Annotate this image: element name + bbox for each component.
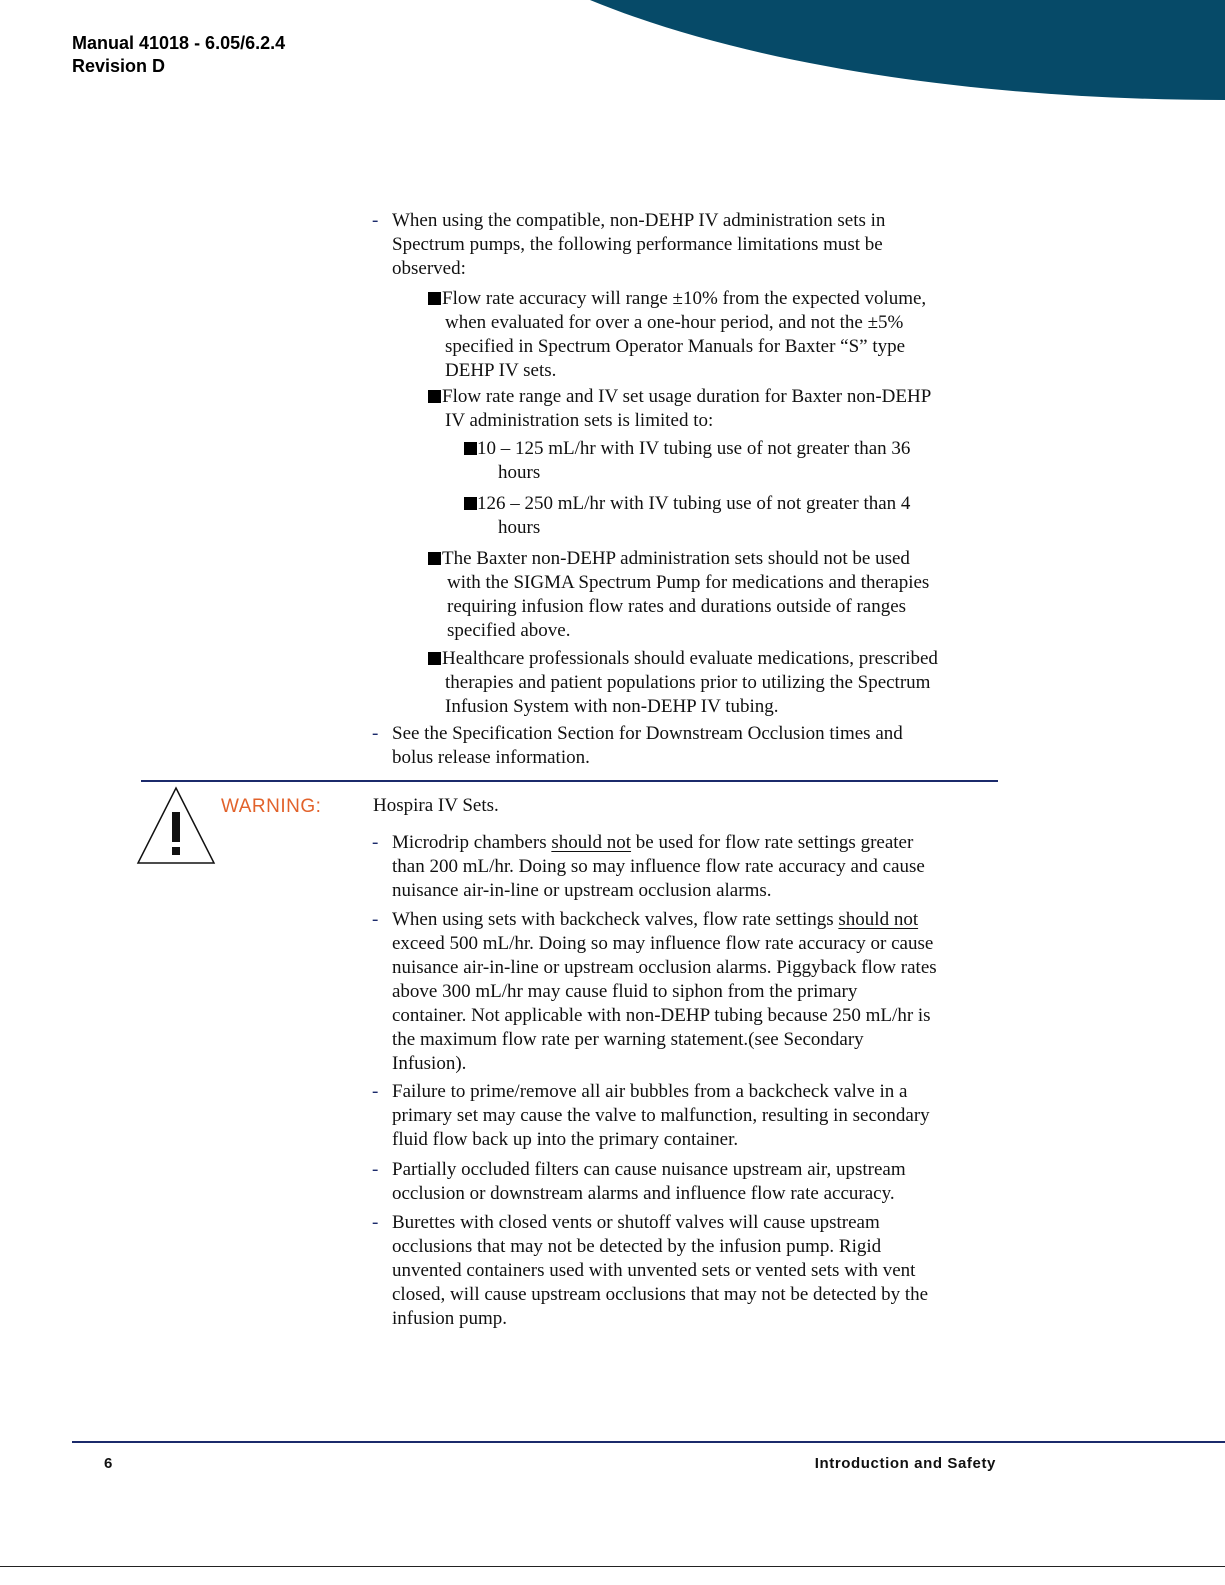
sub-bullet-square: [464, 442, 477, 455]
dash-marker: -: [372, 210, 379, 231]
text-line: occlusions that may not be detected by the infusion pump. Rigid: [392, 1236, 882, 1257]
range-10-125: [477, 437, 910, 485]
text-line: exceed 500 mL/hr. Doing so may influence flow rate accuracy or cause: [392, 933, 934, 954]
non-dehp-caution-bullet: [442, 547, 929, 643]
text-line: container. Not applicable with non-DEHP tubing because 250 mL/hr is: [392, 1005, 931, 1026]
text-line: closed, will cause upstream occlusions that may not be detected by the: [392, 1284, 929, 1305]
emphasis-should-not: should not: [838, 909, 919, 930]
text-line: infusion pump.: [392, 1308, 508, 1329]
text-line: specified in Spectrum Operator Manuals for Baxter “S” type: [445, 336, 906, 357]
compatibility-item: [392, 209, 885, 281]
bullet-square: [428, 652, 441, 665]
text-line: When using the compatible, non-DEHP IV administration sets in: [392, 210, 886, 231]
text-line: unvented containers used with unvented sets or vented sets with vent: [392, 1260, 916, 1281]
footer-rule: [72, 1441, 1225, 1443]
text-line: nuisance air-in-line or upstream occlusion alarms.: [392, 880, 772, 901]
text-line: nuisance air-in-line or upstream occlusion alarms. Piggyback flow rates: [392, 957, 937, 978]
air-bubble-warning: [392, 1080, 930, 1152]
text-line: Infusion System with non-DEHP IV tubing.: [445, 696, 779, 717]
burette-warning: [392, 1211, 928, 1331]
specification-reference-item: [392, 722, 903, 770]
text-line: than 200 mL/hr. Doing so may influence flow rate accuracy and cause: [392, 856, 925, 877]
sub-bullet-square: [464, 497, 477, 510]
section-divider: [141, 780, 998, 782]
emphasis-should-not: should not: [551, 832, 632, 853]
text-line: Partially occluded filters can cause nuisance upstream air, upstream: [392, 1159, 906, 1180]
text-line: Healthcare professionals should evaluate medications, prescribed: [442, 648, 938, 669]
text-line: 126 – 250 mL/hr with IV tubing use of not greater than 4: [477, 493, 911, 514]
text-line: the maximum flow rate per warning statement.(see Secondary: [392, 1029, 864, 1050]
dash-marker: -: [372, 723, 379, 744]
text-line: Flow rate range and IV set usage duration for Baxter non-DEHP: [442, 386, 932, 407]
text-line: fluid flow back up into the primary container.: [392, 1129, 739, 1150]
manual-number: Manual 41018 - 6.05/6.2.4: [72, 33, 286, 53]
dash-marker: -: [372, 1212, 379, 1233]
text-line: bolus release information.: [392, 747, 590, 768]
backcheck-valve-warning: [392, 908, 937, 1076]
bullet-square: [428, 292, 441, 305]
text-line: Spectrum pumps, the following performance limitations must be: [392, 234, 883, 255]
bullet-square: [428, 552, 441, 565]
text-line: occlusion or downstream alarms and influence flow rate accuracy.: [392, 1183, 895, 1204]
text-segment: Microdrip chambers: [392, 832, 552, 853]
text-line: Burettes with closed vents or shutoff valves will cause upstream: [392, 1212, 880, 1233]
healthcare-evaluation-bullet: [442, 647, 938, 719]
text-segment: be used for flow rate settings greater: [631, 832, 914, 853]
page-number: 6: [104, 1455, 113, 1472]
warning-triangle-icon: [136, 786, 216, 866]
text-line: Failure to prime/remove all air bubbles from a backcheck valve in a: [392, 1081, 908, 1102]
text-line: requiring infusion flow rates and durations outside of ranges: [447, 596, 907, 617]
text-line: above 300 mL/hr may cause fluid to siphon from the primary: [392, 981, 858, 1002]
warning-title: Hospira IV Sets.: [373, 795, 499, 816]
text-line: hours: [498, 462, 541, 483]
revision-label: Revision D: [72, 56, 166, 76]
bullet-square: [428, 390, 441, 403]
text-line: specified above.: [447, 620, 571, 641]
text-line: DEHP IV sets.: [445, 360, 557, 381]
text-segment: When using sets with backcheck valves, flow rate settings: [392, 909, 839, 930]
text-line: therapies and patient populations prior to utilizing the Spectrum: [445, 672, 931, 693]
accuracy-bullet: [442, 287, 926, 383]
text-line: [392, 831, 925, 855]
text-line: See the Specification Section for Downstream Occlusion times and: [392, 723, 903, 744]
text-line: observed:: [392, 258, 466, 279]
text-line: [392, 908, 937, 932]
text-line: Flow rate accuracy will range ±10% from the expected volume,: [442, 288, 927, 309]
text-line: when evaluated for over a one-hour period, and not the ±5%: [445, 312, 904, 333]
text-line: The Baxter non-DEHP administration sets should not be used: [442, 548, 910, 569]
text-line: 10 – 125 mL/hr with IV tubing use of not greater than 36: [477, 438, 911, 459]
range-bullet: [442, 385, 931, 433]
dash-marker: -: [372, 909, 379, 930]
text-line: IV administration sets is limited to:: [445, 410, 714, 431]
dash-marker: -: [372, 1081, 379, 1102]
range-126-250: [477, 492, 910, 540]
occluded-filter-warning: [392, 1158, 906, 1206]
page-bottom-edge: [0, 1566, 1225, 1567]
dash-marker: -: [372, 832, 379, 853]
microdrip-warning: [392, 831, 925, 903]
dash-marker: -: [372, 1159, 379, 1180]
text-line: primary set may cause the valve to malfunction, resulting in secondary: [392, 1105, 930, 1126]
text-line: hours: [498, 517, 541, 538]
warning-label: WARNING:: [221, 796, 322, 817]
footer-section-title: Introduction and Safety: [814, 1455, 996, 1472]
text-line: with the SIGMA Spectrum Pump for medications and therapies: [447, 572, 930, 593]
text-line: Infusion).: [392, 1053, 467, 1074]
